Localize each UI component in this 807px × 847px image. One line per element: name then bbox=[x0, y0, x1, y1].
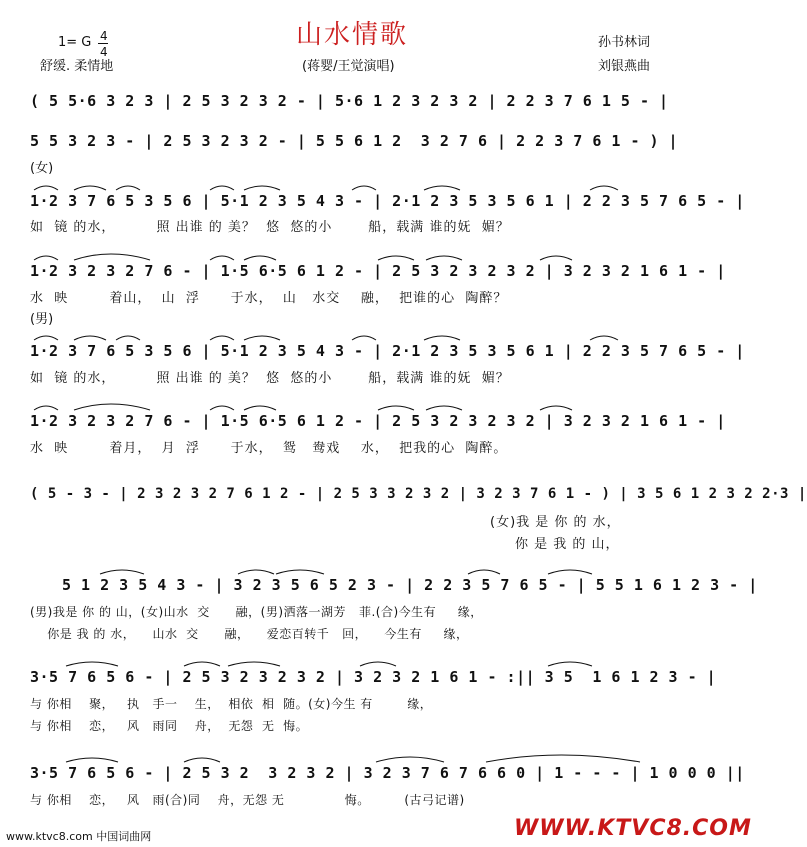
lyrics-line: 你是 我 的 水， 山水 交 融， 爱恋百转千 回， 今生有 缘， bbox=[30, 627, 469, 641]
tempo-marking: 舒缓. 柔情地 bbox=[40, 59, 114, 74]
notation-row: 1·2 3 2 3 2 7 6 - | 1·5 6·5 6 1 2 - | 2 5 3 2 3 2 3 2 | 3 2 3 2 1 6 1 - | bbox=[30, 262, 726, 280]
lyrics-line: 与 你相 聚， 执 手一 生， 相依 相 随。(女)今生 有 缘， bbox=[30, 697, 433, 711]
notation-row: ( 5 - 3 - | 2 3 2 3 2 7 6 1 2 - | 2 5 3 3 2 3 2 | 3 2 3 7 6 1 - ) | 3 5 6 1 2 3 2 2·3 | bbox=[30, 486, 807, 502]
time-signature-divider bbox=[98, 43, 108, 44]
notation-row: 3·5 7 6 5 6 - | 2 5 3 2 3 2 3 2 | 3 2 3 2 1 6 1 - :|| 3 5 1 6 1 2 3 - | bbox=[30, 668, 717, 686]
notation-row: 1·2 3 7 6 5 3 5 6 | 5·1 2 3 5 4 3 - | 2·1 2 3 5 3 5 6 1 | 2 2 3 5 7 6 5 - | bbox=[30, 342, 745, 360]
composer: 刘银燕曲 bbox=[598, 59, 651, 74]
lyrics-line: 你 是 我 的 山， bbox=[515, 537, 620, 552]
notation-row: 5 1 2 3 5 4 3 - | 3 2 3 5 6 5 2 3 - | 2 2 3 5 7 6 5 - | 5 5 1 6 1 2 3 - | bbox=[62, 576, 758, 594]
key-signature: 1= G bbox=[58, 35, 92, 50]
footer-site-text: www.ktvc8.com 中国词曲网 bbox=[6, 830, 152, 843]
time-signature-numerator: 4 bbox=[100, 29, 108, 43]
lyrics-line: 如 镜 的水， 照 出谁 的 美？ 悠 悠的小 船，载满 谁的妩 媚？ bbox=[30, 220, 510, 235]
lyrics-line: 水 映 着山， 山 浮 于水， 山 水交 融， 把谁的心 陶醉？ bbox=[30, 291, 508, 306]
time-signature-denominator: 4 bbox=[100, 45, 108, 59]
lyrics-line: 如 镜 的水， 照 出谁 的 美？ 悠 悠的小 船，载满 谁的妩 媚？ bbox=[30, 371, 510, 386]
song-title: 山水情歌 bbox=[296, 20, 409, 50]
notation-row: 3·5 7 6 5 6 - | 2 5 3 2 3 2 3 2 | 3 2 3 7 6 7 6 6 0 | 1 - - - | 1 0 0 0 || bbox=[30, 764, 745, 782]
lyrics-line: 与 你相 恋， 风 雨同 舟， 无怨 无 悔。 bbox=[30, 719, 309, 733]
notation-row: ( 5 5·6 3 2 3 | 2 5 3 2 3 2 - | 5·6 1 2 3 2 3 2 | 2 2 3 7 6 1 5 - | bbox=[30, 92, 669, 110]
lyrics-line: 水 映 着月， 月 浮 于水， 鸳 鸯戏 水， 把我的心 陶醉。 bbox=[30, 441, 508, 456]
notation-row: 1·2 3 7 6 5 3 5 6 | 5·1 2 3 5 4 3 - | 2·1 2 3 5 3 5 6 1 | 2 2 3 5 7 6 5 - | bbox=[30, 192, 745, 210]
voice-label: (男) bbox=[30, 312, 54, 327]
notation-row: 5 5 3 2 3 - | 2 5 3 2 3 2 - | 5 5 6 1 2 3 2 7 6 | 2 2 3 7 6 1 - ) | bbox=[30, 132, 679, 150]
lyrics-line: (男)我是 你 的 山，(女)山水 交 融，(男)洒落一湖芳 菲.(合)今生有 缘， bbox=[30, 605, 483, 619]
notation-row: 1·2 3 2 3 2 7 6 - | 1·5 6·5 6 1 2 - | 2 5 3 2 3 2 3 2 | 3 2 3 2 1 6 1 - | bbox=[30, 412, 726, 430]
lyrics-line: (女)我 是 你 的 水， bbox=[490, 515, 621, 530]
lyricist: 孙书林词 bbox=[598, 35, 651, 50]
footer-watermark: WWW.KTVC8.COM bbox=[514, 816, 752, 841]
lyrics-line: 与 你相 恋， 风 雨(合)同 舟，无怨 无 悔。 (古弓记谱) bbox=[30, 793, 465, 807]
voice-label: (女) bbox=[30, 161, 54, 176]
singers: (蒋婴/王觉演唱) bbox=[302, 59, 395, 74]
